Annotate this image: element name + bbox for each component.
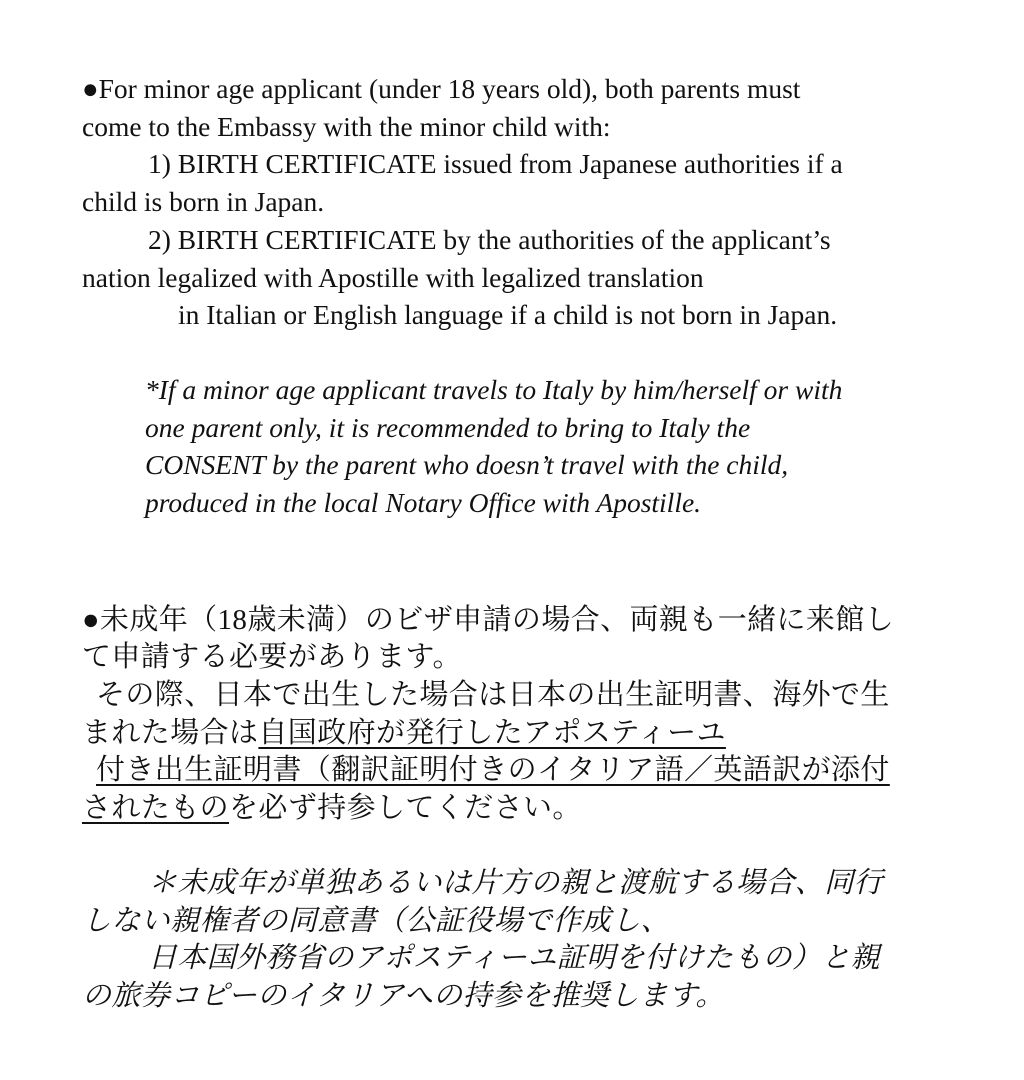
japanese-note-line-3: 日本国外務省のアポスティーユ証明を付けたもの）と親 bbox=[148, 942, 881, 975]
spacer bbox=[82, 827, 982, 865]
requirement-1-line-1: 1) BIRTH CERTIFICATE issued from Japanese authorities if a bbox=[148, 148, 843, 180]
japanese-body-line-4-plain: まれた場合は bbox=[82, 716, 259, 749]
japanese-body-line-6 bbox=[82, 790, 982, 828]
japanese-intro-line-2: て申請する必要があります。 bbox=[82, 641, 462, 674]
english-intro-line-1: ●For minor age applicant (under 18 years old), both parents must bbox=[82, 73, 801, 104]
japanese-body-line-4 bbox=[82, 715, 982, 753]
japanese-body-line-3: その際、日本で出生した場合は日本の出生証明書、海外で生 bbox=[96, 678, 890, 711]
english-section bbox=[82, 70, 982, 522]
english-note-line-1: *If a minor age applicant travels to Italy by him/herself or with bbox=[145, 373, 843, 405]
requirement-1-line-2: child is born in Japan. bbox=[82, 186, 325, 218]
japanese-note-line-2: しない親権者の同意書（公証役場で作成し、 bbox=[82, 904, 671, 937]
section-spacer bbox=[82, 522, 982, 602]
japanese-body-line-4-underlined: 自国政府が発行したアポスティーユ bbox=[258, 716, 726, 749]
japanese-body-line-5-underlined: 付き出生証明書（翻訳証明付きのイタリア語／英語訳が添付 bbox=[96, 754, 890, 787]
document-body bbox=[82, 70, 982, 1016]
japanese-intro-line-1: ●未成年（18歳未満）のビザ申請の場合、両親も一緒に来館し bbox=[82, 603, 895, 636]
japanese-body-line-6-plain: を必ず持参してください。 bbox=[229, 791, 582, 824]
japanese-note-line-1: ＊未成年が単独あるいは片方の親と渡航する場合、同行 bbox=[148, 867, 884, 900]
japanese-body-line-6-underlined: されたもの bbox=[82, 791, 230, 824]
english-note-line-4: produced in the local Notary Office with Apostille. bbox=[145, 487, 702, 519]
english-intro-line-2: come to the Embassy with the minor child with: bbox=[82, 110, 611, 142]
english-note-line-3: CONSENT by the parent who doesn’t travel with the child, bbox=[145, 449, 789, 481]
requirement-2-line-3: in Italian or English language if a child is not born in Japan. bbox=[178, 299, 838, 331]
japanese-section bbox=[82, 602, 982, 1016]
japanese-body-line-5 bbox=[82, 752, 982, 790]
spacer bbox=[82, 334, 982, 371]
requirement-2-line-1: 2) BIRTH CERTIFICATE by the authorities of the applicant’s bbox=[148, 223, 831, 255]
japanese-note-line-4: の旅券コピーのイタリアへの持参を推奨します。 bbox=[82, 980, 725, 1013]
english-note-line-2: one parent only, it is recommended to bring to Italy the bbox=[145, 411, 751, 443]
japanese-consent-note bbox=[82, 865, 982, 1015]
english-consent-note bbox=[82, 371, 982, 522]
requirement-2-line-2: nation legalized with Apostille with legalized translation bbox=[82, 261, 704, 293]
